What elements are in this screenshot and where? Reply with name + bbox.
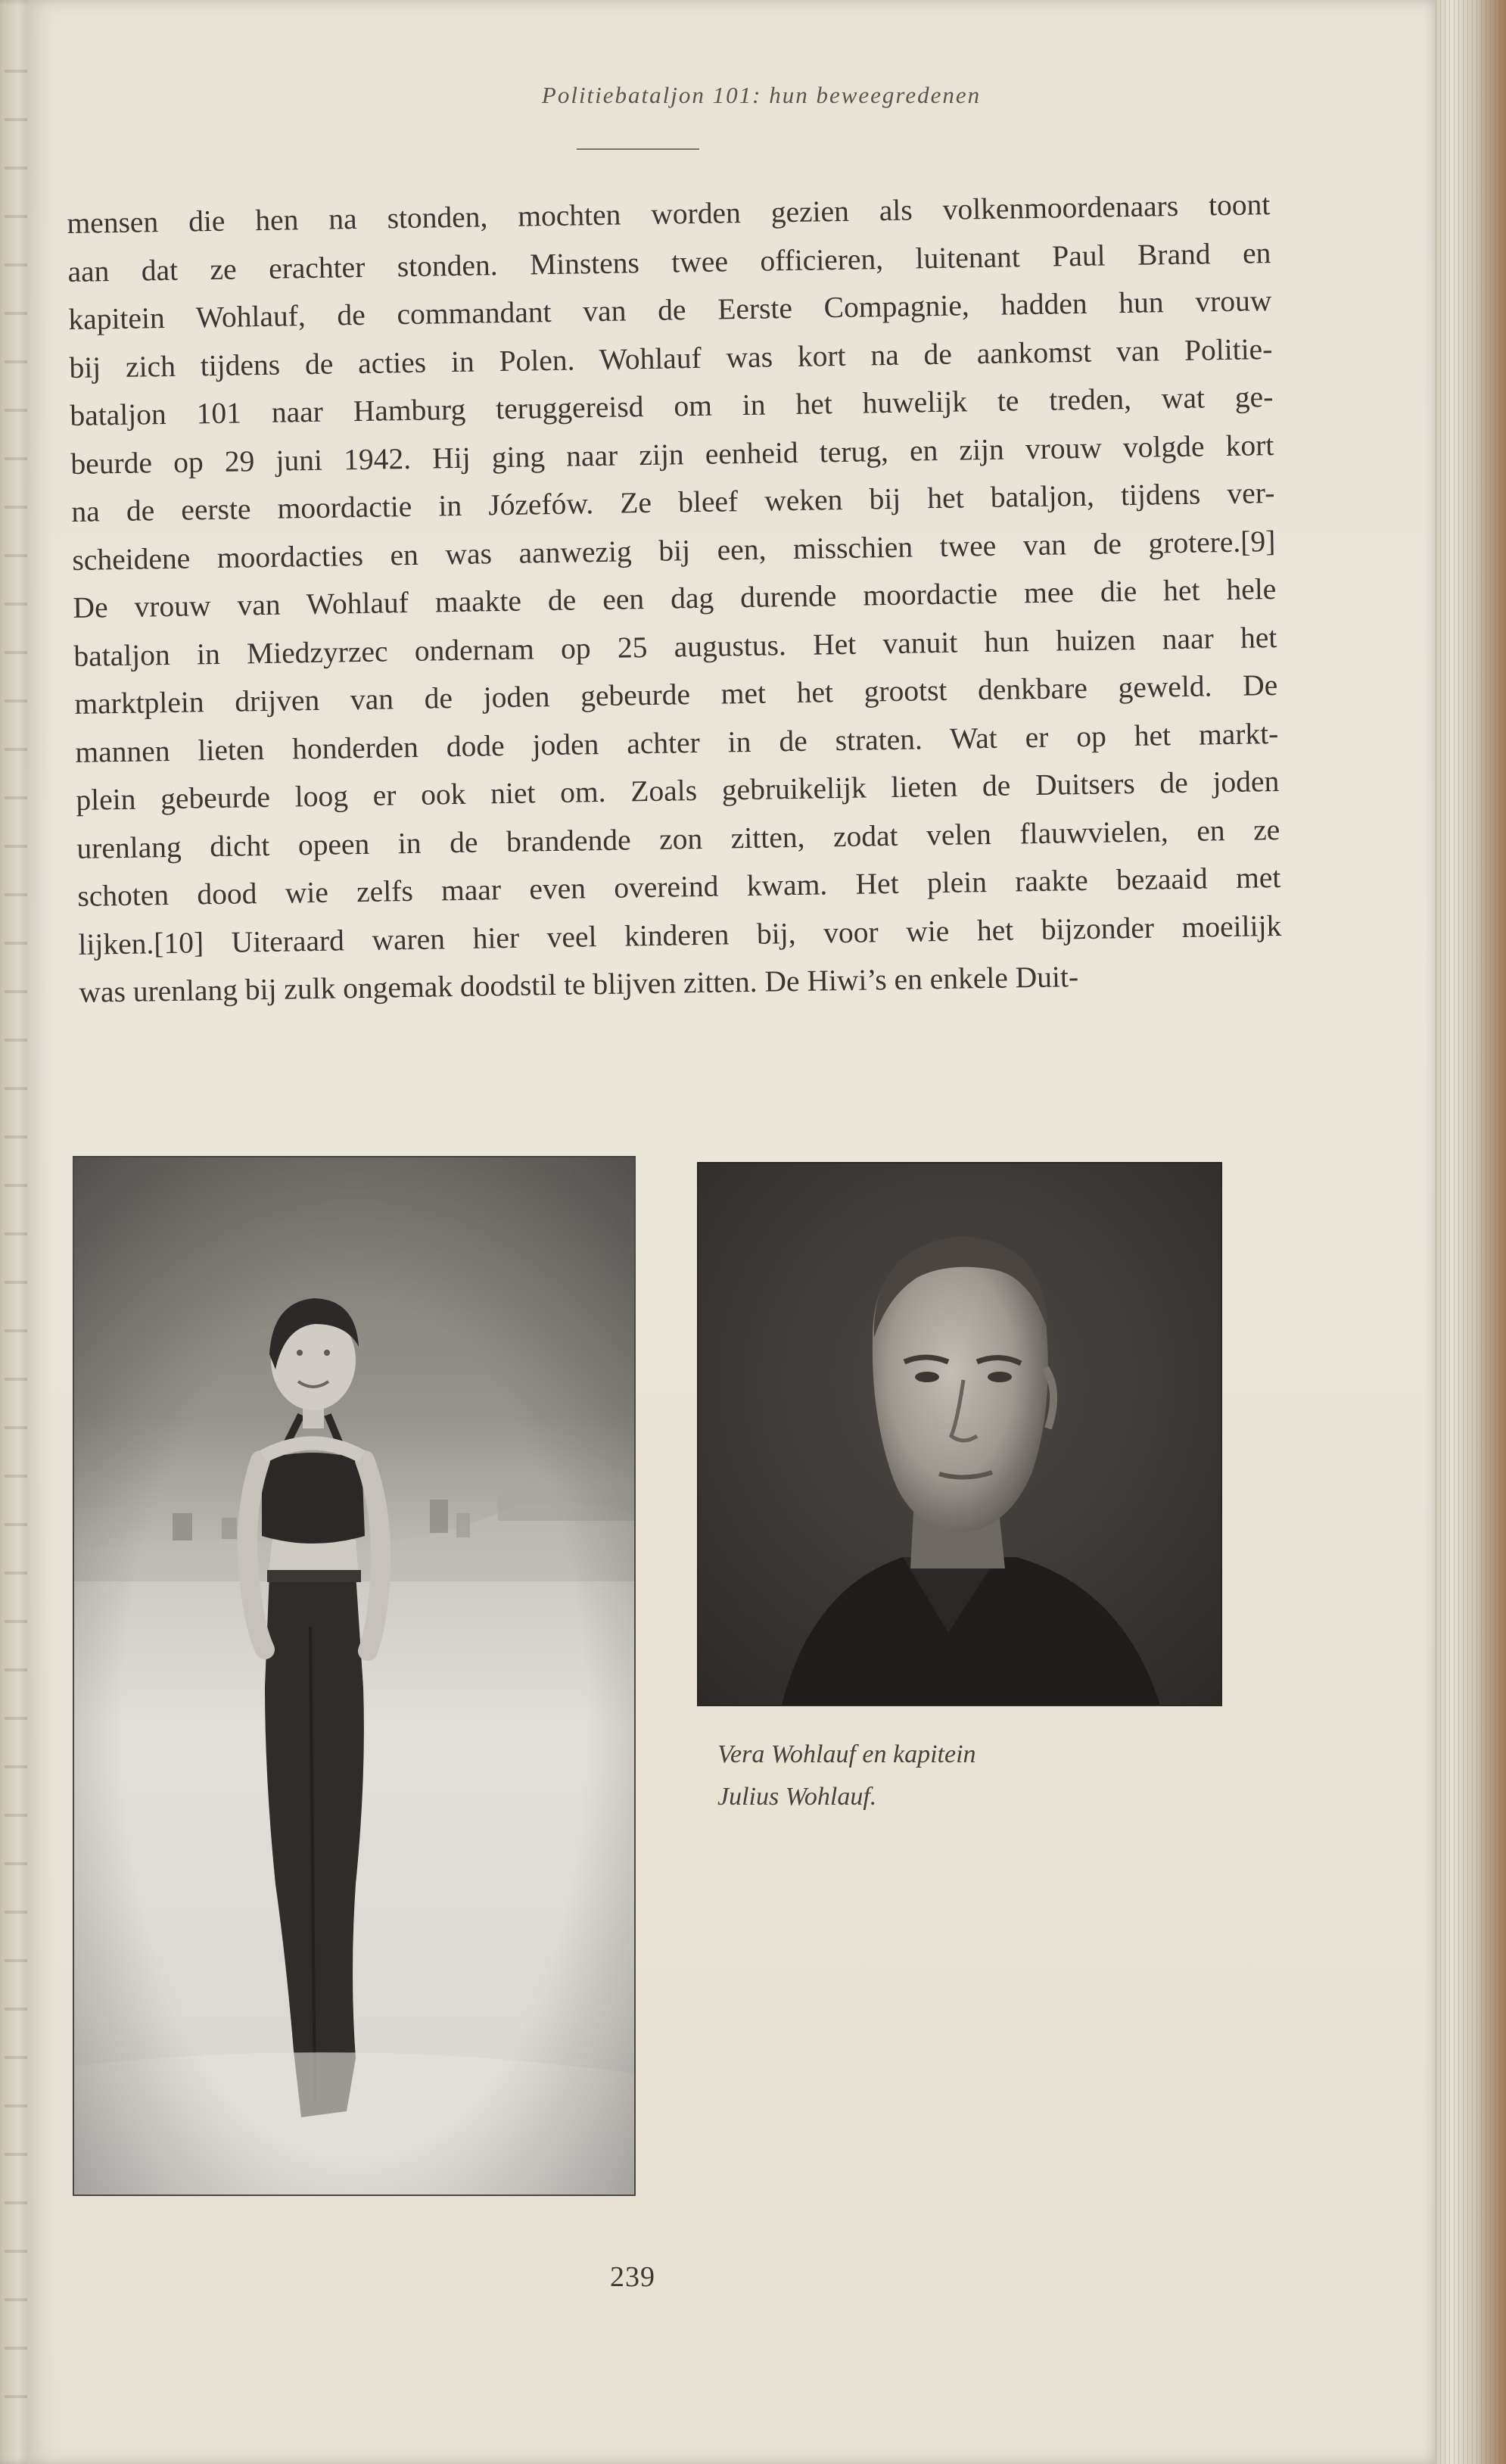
body-line: aan dat ze erachter stonden. Minstens twee officieren, luitenant Paul Brand en — [67, 235, 1271, 288]
photo-vera-wohlauf-image — [74, 1157, 634, 2195]
body-line: bataljon 101 naar Hamburg teruggereisd om in het huwelijk te treden, wat ge- — [70, 379, 1274, 432]
running-head-rule — [577, 148, 699, 150]
body-line: schoten dood wie zelfs maar even overeind kwam. Het plein raakte bezaaid met — [77, 860, 1281, 913]
photo-julius-wohlauf-image — [699, 1163, 1221, 1705]
running-head: Politiebataljon 101: hun beweegredenen — [541, 82, 982, 108]
body-line: bataljon in Miedzyrzec ondernam op 25 augustus. Het vanuit hun huizen naar het — [73, 620, 1277, 673]
body-line: urenlang dicht opeen in de brandende zon zitten, zodat velen flauwvielen, en ze — [76, 812, 1280, 865]
body-line: na de eerste moordactie in Józefów. Ze bleef weken bij het bataljon, tijdens ver- — [71, 475, 1275, 528]
photo-caption-line: Vera Wohlauf en kapitein — [717, 1740, 976, 1768]
body-line: mannen lieten honderden dode joden achter in de straten. Wat er op het markt- — [75, 716, 1279, 769]
photo-caption-line: Julius Wohlauf. — [717, 1783, 877, 1811]
body-line: kapitein Wohlauf, de commandant van de Eerste Compagnie, hadden hun vrouw — [68, 284, 1272, 336]
photo-julius-wohlauf — [697, 1162, 1222, 1706]
body-text — [67, 181, 1283, 1017]
body-line: lijken.[10] Uiteraard waren hier veel kinderen bij, voor wie het bijzonder moeilijk — [78, 908, 1282, 961]
photo-vera-wohlauf — [73, 1156, 636, 2196]
photo-caption — [717, 1734, 976, 1818]
book-page — [27, 0, 1435, 2464]
body-line: beurde op 29 juni 1942. Hij ging naar zijn eenheid terug, en zijn vrouw volgde kort — [70, 428, 1274, 481]
body-line: De vrouw van Wohlauf maakte de een dag durende moordactie mee die het hele — [73, 572, 1277, 625]
body-line: scheidene moordacties en was aanwezig bij een, misschien twee van de grotere.[9] — [72, 524, 1276, 577]
body-line: bij zich tijdens de acties in Polen. Wohlauf was kort na de aankomst van Politie- — [69, 332, 1273, 385]
page-number: 239 — [610, 2261, 655, 2293]
body-line: plein gebeurde loog er ook niet om. Zoals gebruikelijk lieten de Duitsers de joden — [76, 764, 1280, 817]
body-line: mensen die hen na stonden, mochten worden gezien als volkenmoordenaars toont — [67, 188, 1271, 240]
right-page-block-edge — [1423, 0, 1506, 2464]
body-line: marktplein drijven van de joden gebeurde met het grootst denkbare geweld. De — [74, 668, 1278, 721]
body-line: was urenlang bij zulk ongemak doodstil te blijven zitten. De Hiwi’s en enkele Duit- — [79, 960, 1079, 1009]
